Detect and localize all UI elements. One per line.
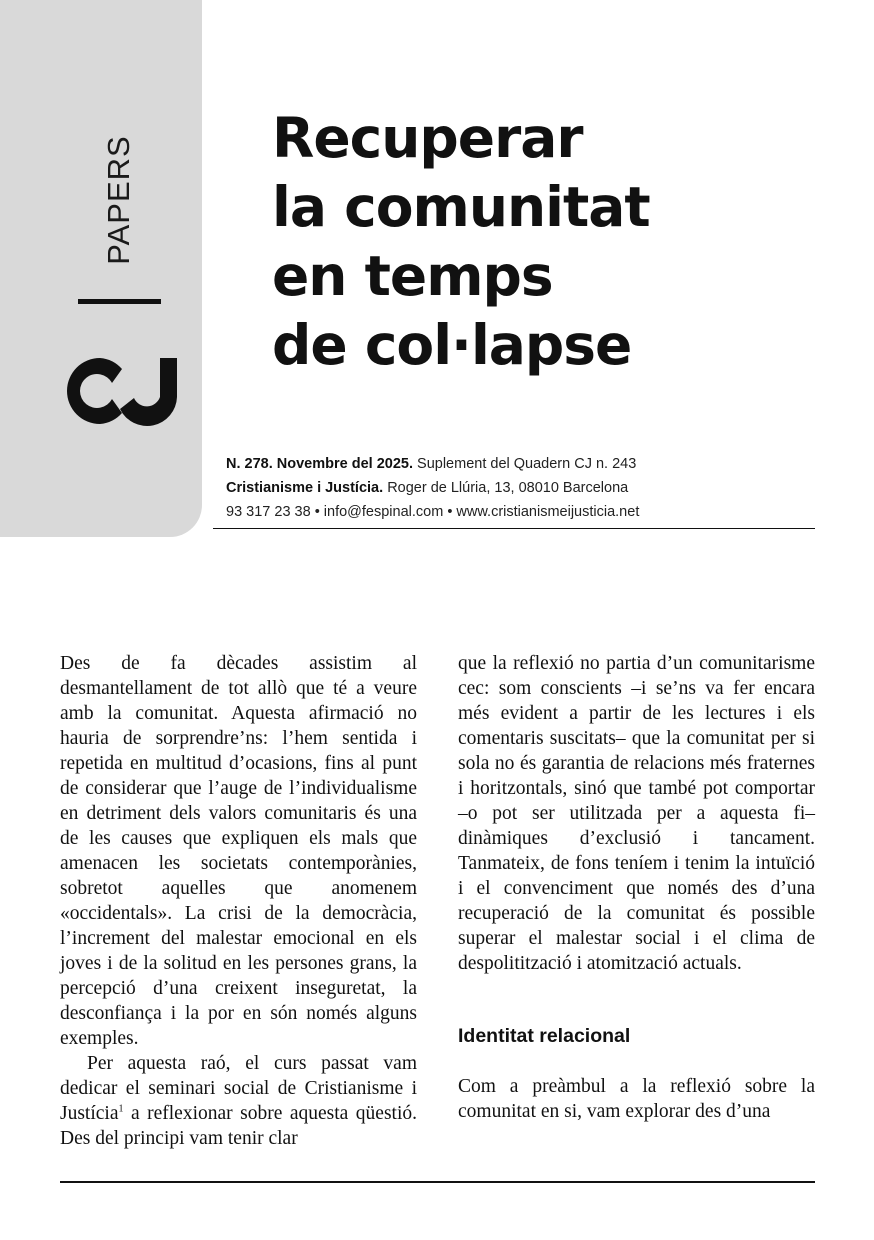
issue-line (226, 452, 639, 476)
title-line: en temps (272, 244, 553, 308)
panel-divider (78, 299, 161, 304)
contact-line: 93 317 23 38 • info@fespinal.com • www.cristianismeijusticia.net (226, 504, 640, 520)
body-paragraph: que la reflexió no partia d’un comunitarisme cec: som conscients –i se’ns va fer encara més evident a partir de les lectures i els comentaris suscitats– que la comunitat per si sola no és garantia de relacions més fraternes i horitzontals, sinó que també pot comportar –o pot ser utilitzada per a aquesta fi– dinàmiques d’exclusió i tancament. Tanmateix, de fons teníem i tenim la intuïció i el convenciment que només des d’una recuperació de la comunitat és possible superar el malestar social i el clima de despolitització i atomització actuals. (458, 653, 815, 974)
header-rule (213, 528, 815, 529)
publisher-name: Cristianisme i Justícia. (226, 480, 384, 496)
series-label: PAPERS (101, 135, 136, 265)
body-paragraph: Com a preàmbul a la reflexió sobre la comunitat en si, vam explorar des d’una (458, 1076, 815, 1122)
supplement-info: Suplement del Quadern CJ n. 243 (417, 456, 637, 472)
body-paragraph: Des de fa dècades assistim al desmantellament de tot allò que té a veure amb la comunitat. Aquesta afirmació no hauria de sorprendre’ns: l’hem sentida i repetida en multitud d’ocasions, fins al punt de considerar que l’auge de l’individualisme en detriment dels valors comunitaris és una de les causes que expliquen els mals que amenacen les societats contemporànies, sobretot aquelles que anomenem «occidentals». La crisi de la democràcia, l’increment del malestar emocional en els joves i de la solitud en les persones grans, la percepció d’una creixent inseguretat, la desconfiança i la por en són només alguns exemples. (60, 653, 417, 1049)
footnote-marker: 1 (118, 1103, 124, 1115)
footer-rule (60, 1181, 815, 1183)
issue-number: N. 278. Novembre del 2025. (226, 456, 413, 472)
title-line: la comunitat (272, 175, 650, 239)
body-column-right (458, 651, 815, 1124)
document-title (272, 104, 650, 380)
body-paragraph (60, 1051, 417, 1151)
publication-info (226, 452, 639, 524)
cj-logo (60, 352, 180, 430)
side-panel (0, 0, 202, 537)
title-line: Recuperar (272, 106, 583, 170)
body-text: a reflexionar sobre aquesta qüestió. Des del principi vam tenir clar (60, 1103, 417, 1149)
publisher-line (226, 476, 639, 500)
body-text: Per aquesta raó, el curs passat vam dedicar el seminari social de Cristianisme i Justícia (60, 1053, 417, 1124)
body-column-left (60, 651, 417, 1151)
section-heading: Identitat relacional (458, 1025, 631, 1047)
publisher-address: Roger de Llúria, 13, 08010 Barcelona (387, 480, 629, 496)
title-line: de col·lapse (272, 313, 632, 377)
